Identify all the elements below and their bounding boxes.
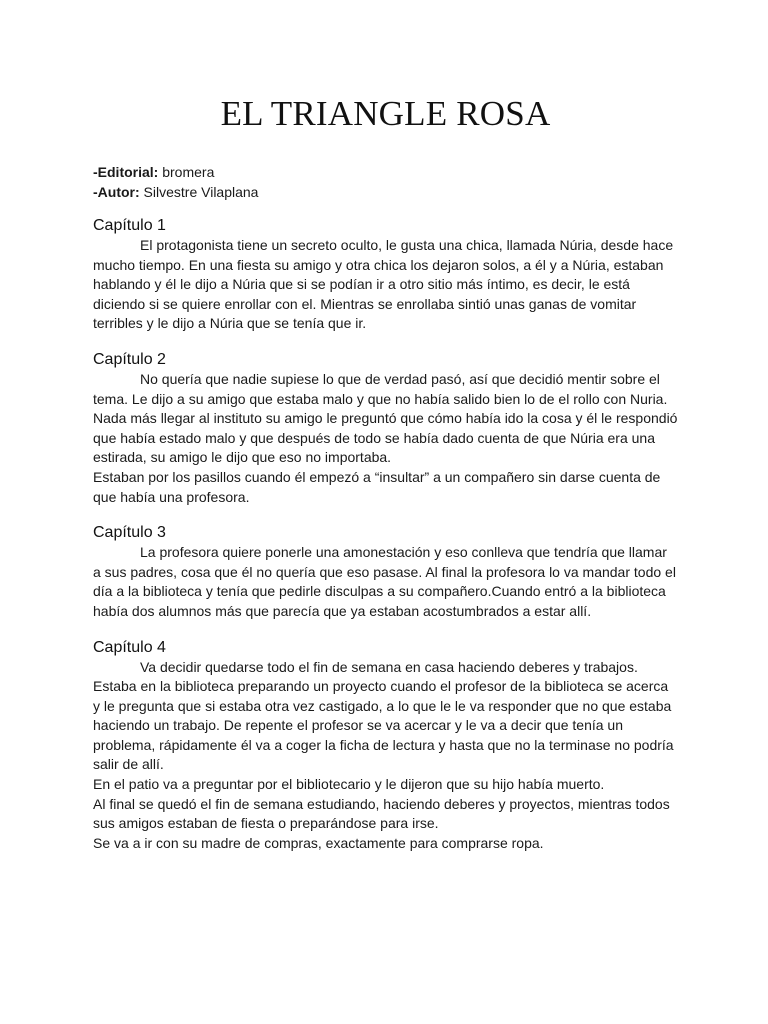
chapter-paragraph: La profesora quiere ponerle una amonestación y eso conlleva que tendría que llamar a sus padres, cosa que él no quería que eso pasase. Al final la profesora lo va mandar todo el día a la biblioteca y tenía que pedirle disculpas a su compañero.Cuando entró a la biblioteca había dos alumnos más que parecía que ya estaban acostumbrados a estar allí. xyxy=(93,544,676,619)
chapter-paragraph: Va decidir quedarse todo el fin de semana en casa haciendo deberes y trabajos. Estaba en la biblioteca preparando un proyecto cuando el profesor de la biblioteca se acerca y le pregunta que si estaba otra vez castigado, a lo que le le va responder que no que estaba haciendo un trabajo. De repente el profesor se va acercar y le va a decir que tenía un problema, rápidamente él va a coger la ficha de lectura y hasta que no la terminase no podría salir de allí. xyxy=(93,658,674,773)
chapter-paragraph: El protagonista tiene un secreto oculto, le gusta una chica, llamada Núria, desde hace mucho tiempo. En una fiesta su amigo y otra chica los dejaron solos, a él y a Núria, estaban hablando y él le dijo a Núria que si se podían ir a otro sitio más íntimo, es decir, le está diciendo si se quiere enrollar con el. Mientras se enrollaba sintió unas ganas de vomitar terribles y le dijo a Núria que se tenía que ir. xyxy=(93,237,674,332)
chapter-2 xyxy=(93,350,678,507)
book-info xyxy=(93,162,678,202)
editorial-line xyxy=(93,162,678,182)
autor-label: -Autor: xyxy=(93,184,140,200)
editorial-label: -Editorial: xyxy=(93,164,159,180)
chapter-paragraph: No quería que nadie supiese lo que de verdad pasó, así que decidió mentir sobre el tema. Le dijo a su amigo que estaba malo y que no había salido bien lo de el rollo con Nuria. xyxy=(93,370,668,407)
document-title: EL TRIANGLE ROSA xyxy=(220,94,551,133)
chapter-heading: Capítulo 2 xyxy=(93,350,166,368)
chapter-heading: Capítulo 3 xyxy=(93,524,166,542)
autor-line xyxy=(93,182,678,202)
chapter-heading: Capítulo 4 xyxy=(93,638,166,656)
chapter-4 xyxy=(93,638,678,854)
chapter-paragraph: Al final se quedó el fin de semana estudiando, haciendo deberes y proyectos, mientras todos sus amigos estaban de fiesta o preparándose para irse. xyxy=(93,795,670,832)
chapter-3 xyxy=(93,523,678,621)
chapter-paragraph: Estaban por los pasillos cuando él empezó a “insultar” a un compañero sin darse cuenta de que había una profesora. xyxy=(93,468,661,505)
chapter-heading: Capítulo 1 xyxy=(93,217,166,234)
editorial-value: bromera xyxy=(158,164,215,180)
autor-value: Silvestre Vilaplana xyxy=(139,184,259,200)
chapter-paragraph: Se va a ir con su madre de compras, exactamente para comprarse ropa. xyxy=(93,834,544,851)
chapter-paragraph: En el patio va a preguntar por el bibliotecario y le dijeron que su hijo había muerto. xyxy=(93,776,605,793)
chapter-paragraph: Nada más llegar al instituto su amigo le preguntó que cómo había ido la cosa y él le respondió que había estado malo y que después de todo se había dado cuenta de que Núria era una estirada, su amigo le dijo que eso no importaba. xyxy=(93,410,678,466)
chapter-1 xyxy=(93,216,678,334)
